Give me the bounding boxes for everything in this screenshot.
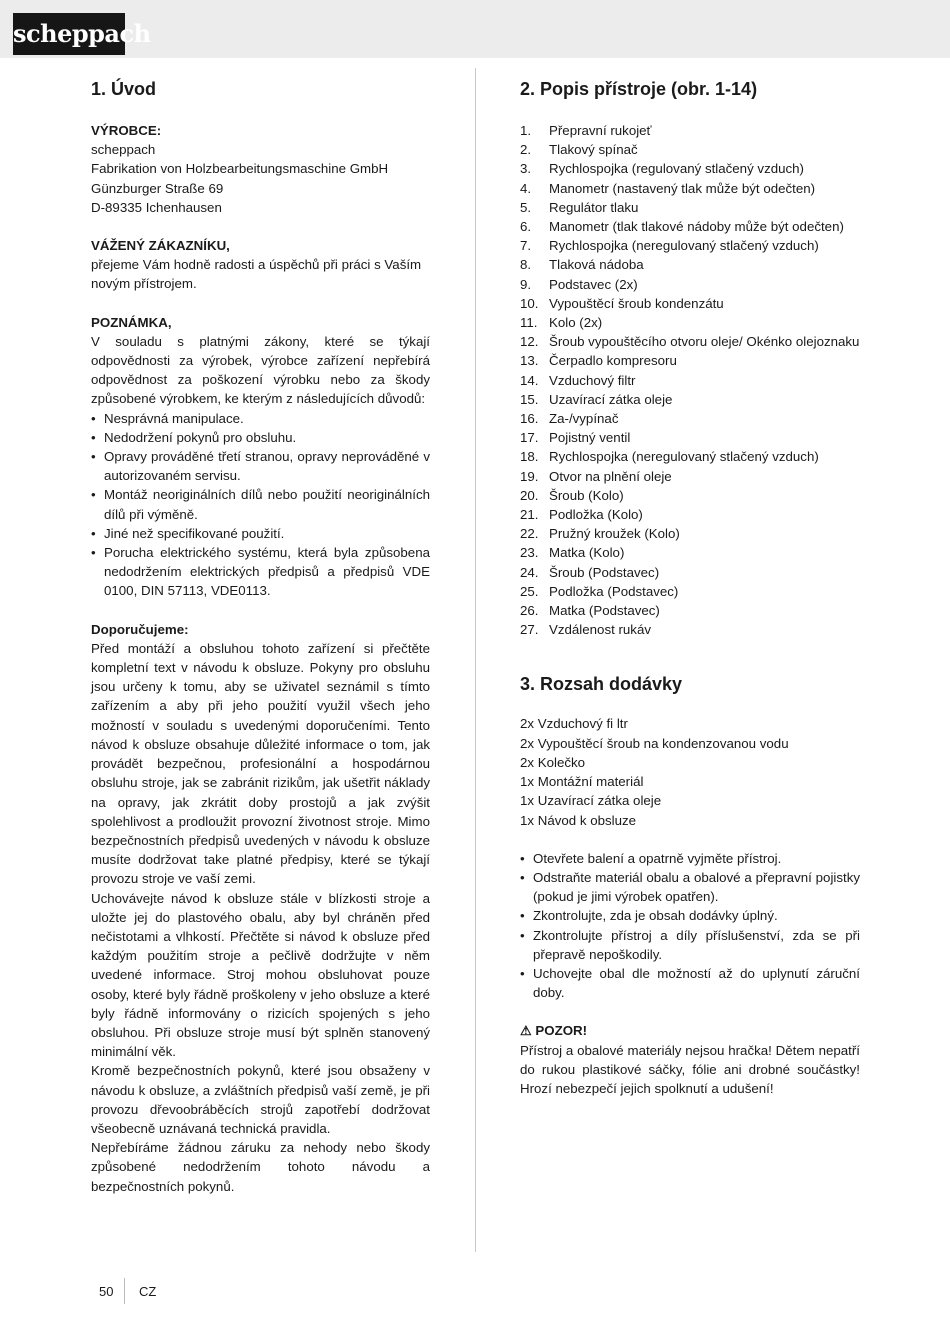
recommend-label: Doporučujeme: bbox=[91, 621, 189, 637]
list-item: • Nedodržení pokynů pro obsluhu. bbox=[91, 429, 297, 445]
footer-divider bbox=[124, 1278, 125, 1304]
unpacking-bullet-list bbox=[520, 849, 860, 1003]
list-item: 22. Pružný kroužek (Kolo) bbox=[520, 526, 680, 542]
list-item: 26. Matka (Podstavec) bbox=[520, 603, 660, 619]
list-item: 15. Uzavírací zátka oleje bbox=[520, 391, 673, 407]
recommend-paragraph: Nepřebíráme žádnou záruku za nehody nebo škody způsobené nedodržením tohoto návodu a bezpečnostních pokynů. bbox=[91, 1140, 430, 1194]
list-item: 9. Podstavec (2x) bbox=[520, 276, 638, 292]
warning-label: POZOR! bbox=[535, 1023, 588, 1039]
list-item: • Nesprávná manipulace. bbox=[91, 410, 244, 426]
list-item: • Jiné než specifikované použití. bbox=[91, 525, 285, 541]
header-bar bbox=[0, 0, 950, 58]
list-item: 1x Návod k obsluze bbox=[520, 812, 637, 828]
list-item: 18. Rychlospojka (neregulovaný stlačený vzduch) bbox=[520, 449, 819, 465]
address-line: D-89335 Ichenhausen bbox=[91, 199, 222, 215]
manufacturer-address bbox=[91, 140, 430, 217]
list-item: 2x Kolečko bbox=[520, 754, 586, 770]
list-item: • Montáž neoriginálních dílů nebo použití neoriginálních dílů při výměně. bbox=[91, 487, 430, 522]
warning-triangle-icon: ⚠ bbox=[520, 1023, 532, 1039]
list-item: 1x Uzavírací zátka oleje bbox=[520, 793, 662, 809]
warning-text: Přístroj a obalové materiály nejsou hračka! Dětem nepatří do rukou plastikové sáčky, fólie ani drobné součástky! Hrozí nebezpečí jejich spolknutí a udušení! bbox=[520, 1042, 860, 1096]
language-code: CZ bbox=[139, 1284, 157, 1299]
left-column bbox=[91, 78, 430, 1196]
column-divider bbox=[475, 68, 476, 1252]
address-line: Fabrikation von Holzbearbeitungsmaschine GmbH bbox=[91, 161, 389, 177]
list-item: 6. Manometr (tlak tlakové nádoby může být odečten) bbox=[520, 219, 844, 235]
list-item: 1. Přepravní rukojeť bbox=[520, 123, 652, 138]
list-item: 5. Regulátor tlaku bbox=[520, 199, 639, 215]
warning-heading bbox=[520, 1021, 860, 1040]
recommend-paragraph: Kromě bezpečnostních pokynů, které jsou obsaženy v návodu k obsluze, a zvláštních předpisů vaší země, je při provozu dřevoobráběcích strojů zapotřebí dodržovat všeobecně uznávaná technická pravidla. bbox=[91, 1063, 430, 1136]
list-item: 21. Podložka (Kolo) bbox=[520, 507, 643, 523]
list-item: 1x Montážní materiál bbox=[520, 774, 644, 790]
list-item: 7. Rychlospojka (neregulovaný stlačený vzduch) bbox=[520, 238, 819, 254]
right-column bbox=[520, 78, 860, 1098]
parts-list bbox=[520, 121, 860, 639]
customer-label: VÁŽENÝ ZÁKAZNÍKU, bbox=[91, 238, 230, 254]
manufacturer-label: VÝROBCE: bbox=[91, 123, 162, 138]
scheppach-logo: scheppach bbox=[13, 13, 125, 55]
note-text: V souladu s platnými zákony, které se týkají odpovědnosti za výrobek, výrobce zařízení nepřebírá odpovědnost za poškození výrobku nebo za škody způsobené výrobkem, ke kterým z následujících důvodů: bbox=[91, 333, 430, 407]
list-item: 25. Podložka (Podstavec) bbox=[520, 583, 679, 599]
list-item: 14. Vzduchový filtr bbox=[520, 372, 636, 388]
section-title-intro: 1. Úvod bbox=[91, 79, 157, 99]
section-title-description: 2. Popis přístroje (obr. 1-14) bbox=[520, 79, 758, 99]
customer-text: přejeme Vám hodně radosti a úspěchů při práci s Vaším novým přístrojem. bbox=[91, 257, 422, 292]
delivery-list bbox=[520, 714, 860, 829]
page-number: 50 bbox=[99, 1284, 114, 1299]
list-item: • Zkontrolujte, zda je obsah dodávky úplný. bbox=[520, 908, 778, 924]
note-bullet-list bbox=[91, 409, 430, 601]
list-item: 2x Vzduchový fi ltr bbox=[520, 716, 628, 732]
list-item: 13. Čerpadlo kompresoru bbox=[520, 353, 677, 369]
list-item: 17. Pojistný ventil bbox=[520, 430, 631, 446]
list-item: 23. Matka (Kolo) bbox=[520, 545, 625, 561]
note-label: POZNÁMKA, bbox=[91, 314, 172, 330]
list-item: • Porucha elektrického systému, která byla způsobena nedodržením elektrických předpisů a předpisů VDE 0100, DIN 57113, VDE0113. bbox=[91, 545, 430, 599]
list-item: • Zkontrolujte přístroj a díly příslušenství, zda se při přepravě nepoškodily. bbox=[520, 927, 860, 962]
list-item: • Otevřete balení a opatrně vyjměte přístroj. bbox=[520, 850, 782, 866]
list-item: 10. Vypouštěcí šroub kondenzátu bbox=[520, 295, 724, 311]
list-item: 20. Šroub (Kolo) bbox=[520, 487, 624, 503]
list-item: 4. Manometr (nastavený tlak může být odečten) bbox=[520, 180, 816, 196]
list-item: 8. Tlaková nádoba bbox=[520, 257, 644, 273]
recommend-paragraph: Uchovávejte návod k obsluze stále v blízkosti stroje a uložte jej do plastového obalu, aby byl chráněn před nečistotami a vlhkostí. Přečtěte si návod k obsluze před každým použitím stroje a pečlivě dodržujte v něm uvedené informace. Stroj mohou obsluhovat pouze osoby, které byly řádně proškoleny v jeho obsluze a které byly řádně informovány o rizicích spojených s jeho obsluhou. Při obsluze stroje musí být splněn stanovený minimální věk. bbox=[91, 890, 430, 1060]
list-item: 2. Tlakový spínač bbox=[520, 142, 638, 158]
list-item: • Uchovejte obal dle možností až do uplynutí záruční doby. bbox=[520, 965, 860, 1001]
list-item: 2x Vypouštěcí šroub na kondenzovanou vodu bbox=[520, 735, 789, 751]
list-item: • Opravy prováděné třetí stranou, opravy neprováděné v autorizovaném servisu. bbox=[91, 449, 430, 484]
list-item: 11. Kolo (2x) bbox=[520, 315, 603, 331]
list-item: 24. Šroub (Podstavec) bbox=[520, 564, 660, 580]
list-item: 3. Rychlospojka (regulovaný stlačený vzduch) bbox=[520, 161, 804, 177]
list-item: • Odstraňte materiál obalu a obalové a přepravní pojistky (pokud je jimi výrobek opatřen). bbox=[520, 869, 860, 905]
address-line: scheppach bbox=[91, 142, 156, 158]
list-item: 12. Šroub vypouštěcího otvoru oleje/ Okénko olejoznaku bbox=[520, 334, 860, 350]
list-item: 19. Otvor na plnění oleje bbox=[520, 468, 672, 484]
recommend-paragraph: Před montáží a obsluhou tohoto zařízení si přečtěte kompletní text v návodu k obsluze. Pokyny pro obsluhu jsou určeny k tomu, aby se uživatel seznámil s tímto zařízením a aby při jeho použití využil všech jeho možností v souladu s uvedenými doporučeními. Tento návod k obsluze obsahuje důležité informace o tom, jak provádět bezpečnou, profesionální a hospodárnou obsluhu stroje, jak se zabránit rizikům, jak ušetřit náklady na opravy, jak zkrátit doby prostojů a jak zvýšit spolehlivost a prodloužit provozní životnost stroje. Mimo bezpečnostních předpisů uvedených v návodu k obsluze musíte dodržovat take platné předpisy, které se týkají provozu stroje ve vaší zemi. bbox=[91, 640, 430, 887]
list-item: 16. Za-/vypínač bbox=[520, 411, 619, 427]
address-line: Günzburger Straße 69 bbox=[91, 180, 224, 196]
section-title-delivery: 3. Rozsah dodávky bbox=[520, 674, 683, 695]
list-item: 27. Vzdálenost rukáv bbox=[520, 622, 651, 638]
